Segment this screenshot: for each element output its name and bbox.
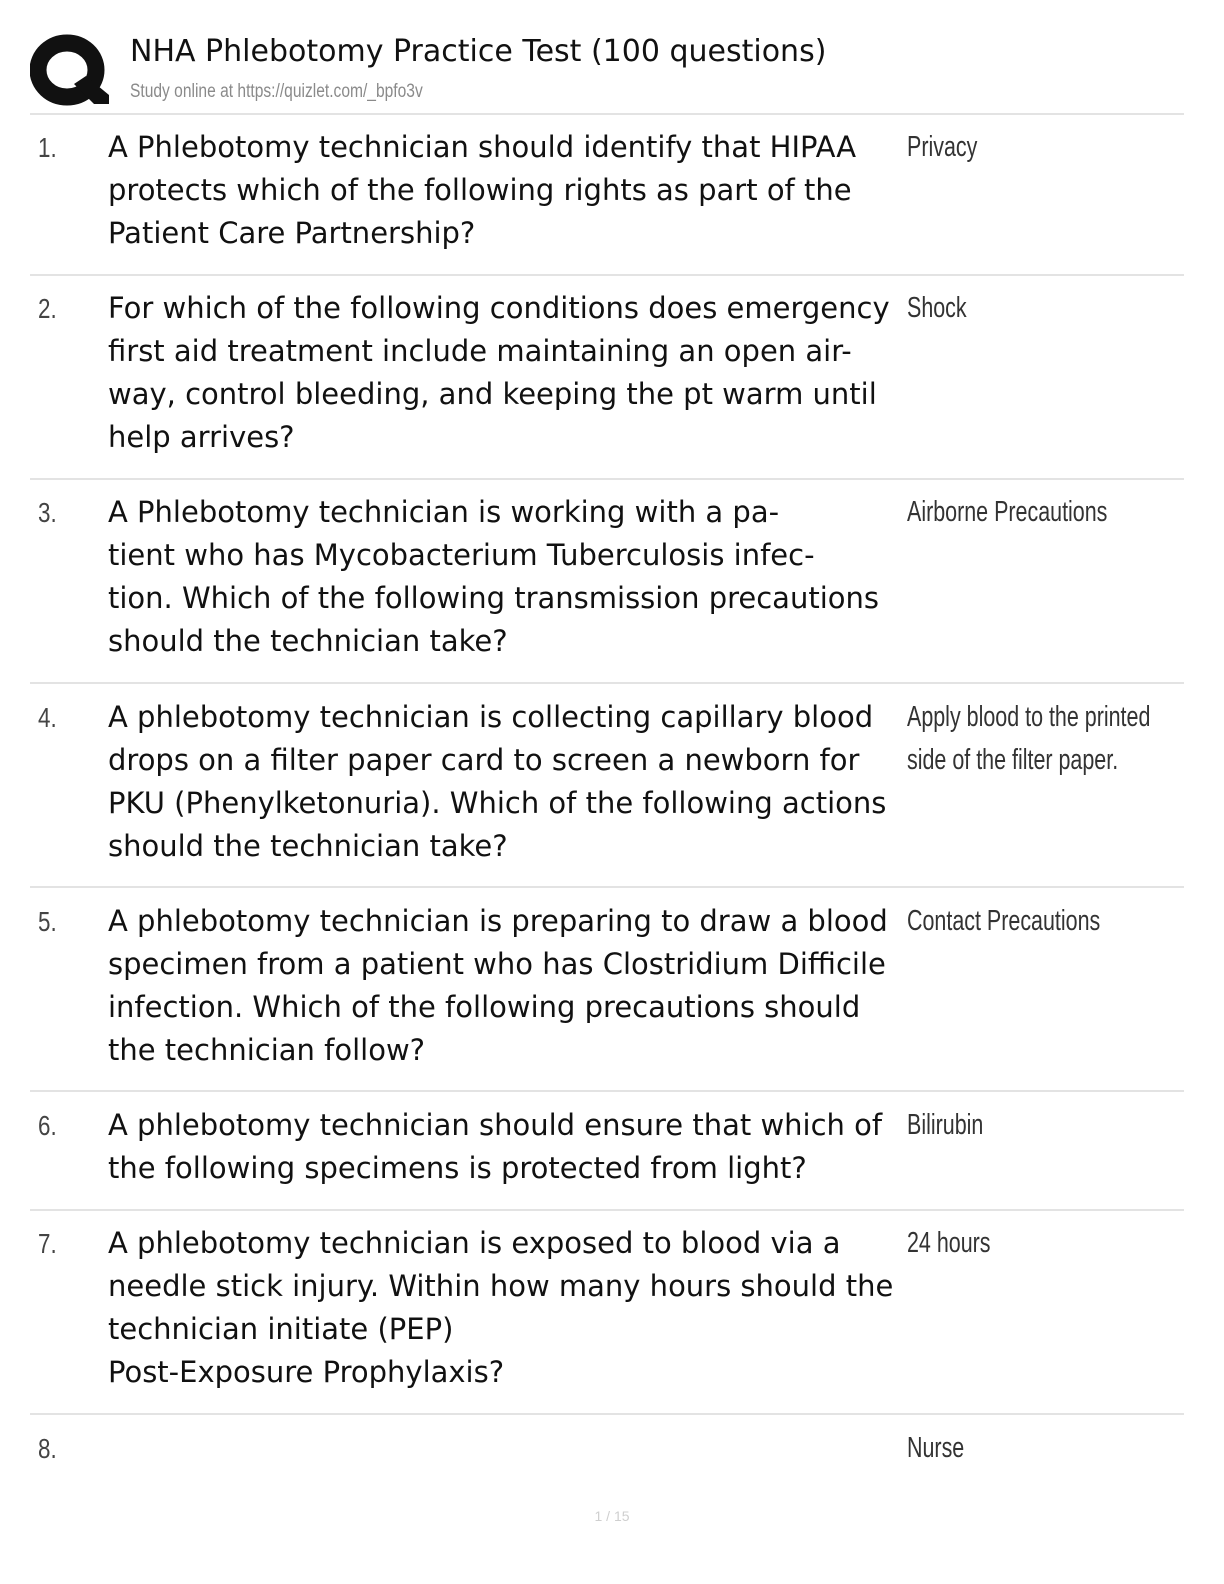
question-number: 7. [38,1228,57,1259]
divider [30,886,1184,888]
answer-text: Apply blood to the printed side of the filter paper. [907,701,1151,776]
question-number: 6. [38,1110,57,1141]
divider [30,1090,1184,1092]
document-header [30,28,1190,114]
question-number: 5. [38,906,57,937]
divider [30,478,1184,480]
question-text: A phlebotomy technician is collecting capillary blood drops on a filter paper card to screen a newborn for PKU (Phenylketonuria). Which of the following actions should the technician take? [108,700,887,863]
question-text: For which of the following conditions does emergency first aid treatment include maintaining an open air- way, control bleeding, and keeping the pt warm until help arrives? [108,291,890,454]
question-text: A Phlebotomy technician should identify that HIPAA protects which of the following rights as part of the Patient Care Partnership? [108,130,857,250]
divider [30,682,1184,684]
divider [30,1209,1184,1211]
answer-text: 24 hours [907,1227,991,1259]
answer-text: Shock [907,292,967,324]
question-text: A Phlebotomy technician is working with a pa- tient who has Mycobacterium Tuberculosis infec- tion. Which of the following transmission precautions should the technician take? [108,495,879,658]
answer-text: Airborne Precautions [907,496,1108,528]
answer-text: Privacy [907,131,978,163]
question-text: A phlebotomy technician is exposed to blood via a needle stick injury. Within how many hours should the technician initiate (PEP) Post-Exposure Prophylaxis? [108,1226,894,1389]
question-number: 1. [38,132,57,163]
page-number: 1 / 15 [594,1508,630,1524]
question-number: 8. [38,1433,57,1464]
answer-text: Nurse [907,1432,965,1464]
answer-text: Bilirubin [907,1109,984,1141]
page-title: NHA Phlebotomy Practice Test (100 questions) [130,34,827,69]
question-text: A phlebotomy technician should ensure that which of the following specimens is protected from light? [108,1108,883,1185]
question-number: 3. [38,497,57,528]
answer-text: Contact Precautions [907,905,1101,937]
question-number: 2. [38,293,57,324]
study-online-link[interactable]: Study online at https://quizlet.com/_bpfo3v [130,81,423,102]
divider [30,113,1184,115]
question-text: A phlebotomy technician is preparing to draw a blood specimen from a patient who has Clostridium Difficile infection. Which of the following precautions should the technician follow? [108,904,888,1067]
divider [30,274,1184,276]
quizlet-q-logo-icon [30,32,110,112]
question-number: 4. [38,702,57,733]
divider [30,1413,1184,1415]
